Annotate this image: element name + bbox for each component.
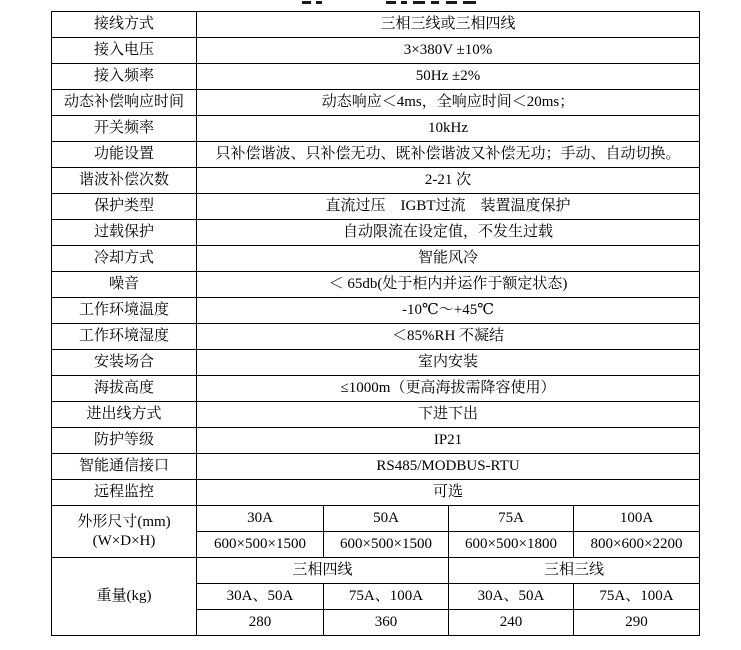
dimensions-label xyxy=(52,506,197,558)
spec-value: 2-21 次 xyxy=(197,168,700,194)
spec-value: 智能风冷 xyxy=(197,246,700,272)
spec-value: 只补偿谐波、只补偿无功、既补偿谐波又补偿无功；手动、自动切换。 xyxy=(197,142,700,168)
spec-row xyxy=(52,116,700,142)
dimension-size-cell: 600×500×1500 xyxy=(197,532,324,558)
weight-group-cell: 三相三线 xyxy=(449,558,700,584)
spec-label: 冷却方式 xyxy=(52,246,197,272)
weight-group-row xyxy=(52,558,700,584)
dimensions-model-row xyxy=(52,506,700,532)
dimension-size-cell: 800×600×2200 xyxy=(574,532,700,558)
spec-row xyxy=(52,480,700,506)
weight-model-cell: 75A、100A xyxy=(574,584,700,610)
weight-model-cell: 30A、50A xyxy=(197,584,324,610)
spec-value: ＜ 65db(处于柜内并运作于额定状态) xyxy=(197,272,700,298)
weight-value-cell: 290 xyxy=(574,610,700,636)
spec-value: RS485/MODBUS-RTU xyxy=(197,454,700,480)
spec-value: ＜85%RH 不凝结 xyxy=(197,324,700,350)
spec-value: 50Hz ±2% xyxy=(197,64,700,90)
spec-row xyxy=(52,246,700,272)
dimension-model-cell: 30A xyxy=(197,506,324,532)
dimensions-label-line2: (W×D×H) xyxy=(92,532,156,549)
spec-row xyxy=(52,90,700,116)
dimension-size-cell: 600×500×1800 xyxy=(449,532,574,558)
spec-row xyxy=(52,272,700,298)
spec-label: 动态补偿响应时间 xyxy=(52,90,197,116)
weight-label: 重量(kg) xyxy=(52,558,197,636)
spec-value: 3×380V ±10% xyxy=(197,38,700,64)
spec-label: 工作环境湿度 xyxy=(52,324,197,350)
weight-value-cell: 280 xyxy=(197,610,324,636)
spec-row xyxy=(52,64,700,90)
spec-label: 功能设置 xyxy=(52,142,197,168)
dimension-model-cell: 50A xyxy=(324,506,449,532)
spec-value: 自动限流在设定值，不发生过载 xyxy=(197,220,700,246)
spec-row xyxy=(52,168,700,194)
spec-row xyxy=(52,38,700,64)
spec-value: IP21 xyxy=(197,428,700,454)
spec-row xyxy=(52,220,700,246)
weight-value-cell: 240 xyxy=(449,610,574,636)
spec-label: 防护等级 xyxy=(52,428,197,454)
spec-label: 接入电压 xyxy=(52,38,197,64)
spec-row xyxy=(52,194,700,220)
spec-value: 可选 xyxy=(197,480,700,506)
spec-label: 智能通信接口 xyxy=(52,454,197,480)
spec-value: 室内安装 xyxy=(197,350,700,376)
spec-label: 谐波补偿次数 xyxy=(52,168,197,194)
dimensions-label-line1: 外形尺寸(mm) xyxy=(77,513,171,530)
spec-value: 三相三线或三相四线 xyxy=(197,12,700,38)
spec-label: 海拔高度 xyxy=(52,376,197,402)
spec-row xyxy=(52,428,700,454)
spec-value: 10kHz xyxy=(197,116,700,142)
spec-value: 下进下出 xyxy=(197,402,700,428)
spec-row xyxy=(52,350,700,376)
spec-label: 接线方式 xyxy=(52,12,197,38)
spec-row xyxy=(52,298,700,324)
weight-group-cell: 三相四线 xyxy=(197,558,449,584)
spec-table xyxy=(51,11,700,636)
spec-label: 保护类型 xyxy=(52,194,197,220)
weight-model-cell: 75A、100A xyxy=(324,584,449,610)
spec-row xyxy=(52,12,700,38)
spec-value: ≤1000m（更高海拔需降容使用） xyxy=(197,376,700,402)
spec-row xyxy=(52,376,700,402)
clipped-title-fragment xyxy=(300,0,490,5)
spec-label: 工作环境温度 xyxy=(52,298,197,324)
spec-row xyxy=(52,142,700,168)
spec-value: -10℃～+45℃ xyxy=(197,298,700,324)
spec-row xyxy=(52,454,700,480)
spec-label: 安装场合 xyxy=(52,350,197,376)
spec-row xyxy=(52,324,700,350)
spec-label: 开关频率 xyxy=(52,116,197,142)
dimension-size-cell: 600×500×1500 xyxy=(324,532,449,558)
spec-label: 噪音 xyxy=(52,272,197,298)
spec-row xyxy=(52,402,700,428)
weight-value-cell: 360 xyxy=(324,610,449,636)
dimension-model-cell: 75A xyxy=(449,506,574,532)
spec-label: 接入频率 xyxy=(52,64,197,90)
spec-label: 远程监控 xyxy=(52,480,197,506)
weight-model-cell: 30A、50A xyxy=(449,584,574,610)
spec-value: 动态响应＜4ms，全响应时间＜20ms； xyxy=(197,90,700,116)
dimension-model-cell: 100A xyxy=(574,506,700,532)
spec-label: 进出线方式 xyxy=(52,402,197,428)
spec-label: 过载保护 xyxy=(52,220,197,246)
spec-value: 直流过压 IGBT过流 装置温度保护 xyxy=(197,194,700,220)
